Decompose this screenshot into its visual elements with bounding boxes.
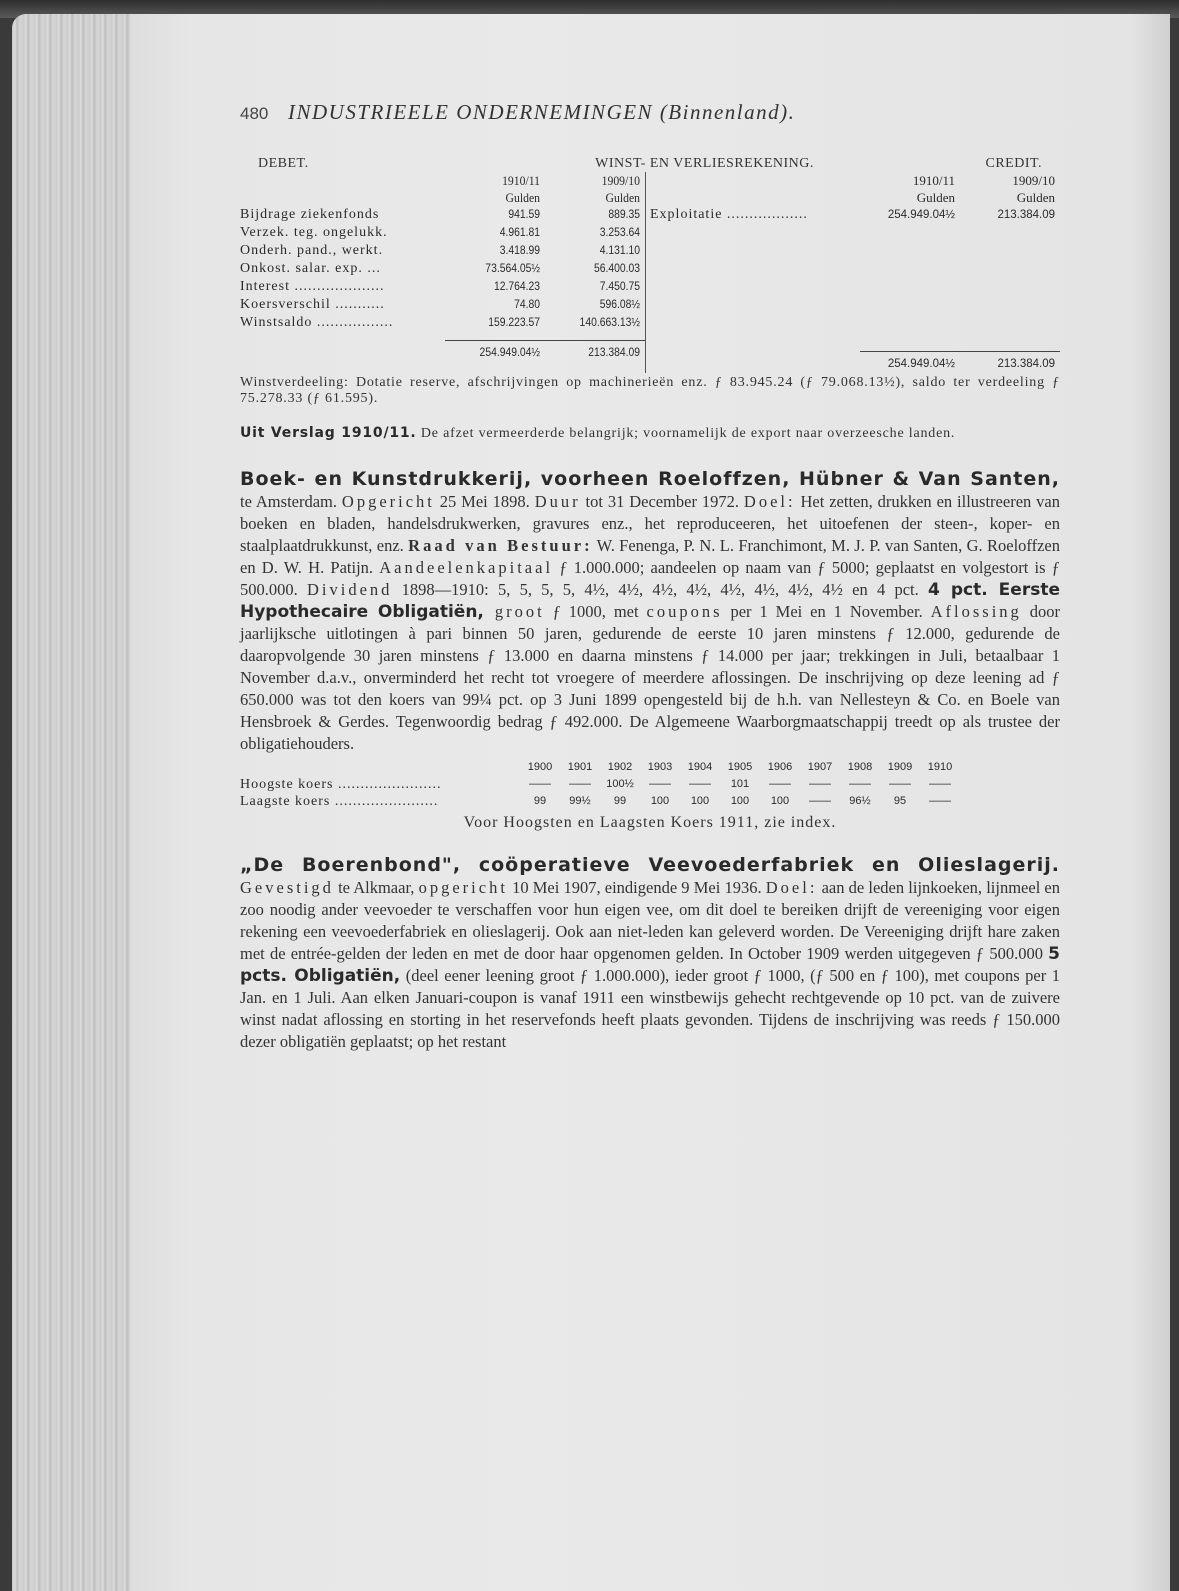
debit-label: DEBET. (258, 156, 309, 171)
page-content (240, 100, 1060, 1053)
koers-row-laagste: Laagste koers ....................... 99 99½ 99 100 100 100 100 —— 96½ 95 —— (240, 794, 951, 809)
credit-column-years: 1910/11 1909/10 (912, 173, 1055, 188)
debit-row: Onkost. salar. exp. ... 73.564.05½ 56.400.03 (240, 261, 640, 276)
debit-row: Onderh. pand., werkt. 3.418.99 4.131.10 (240, 243, 640, 258)
book-page-edges (12, 14, 137, 1591)
koers-table (240, 759, 1060, 810)
profit-loss-account (240, 172, 1060, 373)
credit-side (646, 172, 1060, 373)
koers-years-row: 1900 1901 1902 1903 1904 1905 1906 1907 1908 1909 1910 (527, 761, 953, 773)
debit-row: Interest .................... 12.764.23 7.450.75 (240, 279, 640, 294)
debit-row: Koersverschil ........... 74.80 596.08½ (240, 297, 640, 312)
running-title: INDUSTRIEELE ONDERNEMINGEN (Binnenland). (288, 100, 796, 124)
winstverdeeling: Winstverdeeling: Dotatie reserve, afschrijvingen op machinerieën enz. ƒ 83.945.24 (ƒ 79.068.13½), saldo ter verdeeling ƒ 75.278.33 (ƒ 61.595). (240, 375, 1060, 406)
debit-sum-rule (445, 340, 645, 341)
entry-title: Boek- en Kunstdrukkerij, voorheen Roeloffzen, Hübner & Van Santen, (240, 468, 1060, 490)
debit-side (240, 172, 646, 373)
account-header (240, 156, 1060, 172)
page-number: 480 (240, 104, 269, 123)
koers-note: Voor Hoogsten en Laagsten Koers 1911, zie index. (463, 814, 837, 831)
bond-title: 4 pct. Eerste Hypothecaire Obligatiën, (240, 580, 1060, 622)
entry-title: „De Boerenbond", coöperatieve Veevoederfabriek en Olieslagerij. (240, 854, 1060, 876)
running-head (240, 100, 1060, 136)
koers-row-hoogste: Hoogste koers ....................... —— —— 100½ —— —— 101 —— —— —— —— —— (240, 777, 951, 792)
debit-row: Winstsaldo ................. 159.223.57 140.663.13½ (240, 315, 640, 330)
credit-row: Exploitatie .................. 254.949.04½ 213.384.09 (650, 207, 1055, 222)
verslag-paragraph: Uit Verslag 1910/11. De afzet vermeerderde belangrijk; voornamelijk de export naar overzeesche landen. (240, 425, 956, 441)
credit-label: CREDIT. (985, 156, 1042, 171)
credit-total-row: 254.949.04½ 213.384.09 (887, 358, 1055, 370)
entry-boerenbond: „De Boerenbond", coöperatieve Veevoederfabriek en Olieslagerij. Gevestigd te Alkmaar, opgericht 10 Mei 1907, eindigende 9 Mei 1936. Doel: aan de leden lijnkoeken, lijnmeel en zoo noodig ander veevoeder te verschaffen voor hun eigen vee, om dit doel te bereiken drijft de vereeniging voor eigen rekening een veevoederfabriek en olieslagerij. Ook aan niet-leden kan geleverd worden. De Vereeniging drijft hare zaken met de entrée-gelden der leden en met de door haar opgenomen gelden. In October 1909 werden uitgegeven ƒ 500.000 5 pcts. Obligatiën, (deel eener leening groot ƒ 1.000.000), ieder groot ƒ 1000, (ƒ 500 en ƒ 100), met coupons per 1 Jan. en 1 Juli. Aan elken Januari-coupon is vanaf 1911 een winstbewijs gehecht rechtgevende op 10 pct. van de zuivere winst nadat aflossing en storting in het reservefonds heeft plaats gevonden. Tijdens de inschrijving was reeds ƒ 150.000 dezer obligatiën geplaatst; op het restant (240, 854, 1061, 1051)
account-title: WINST- EN VERLIESREKENING. (595, 156, 814, 171)
debit-total-row: 254.949.04½ 213.384.09 (479, 347, 640, 359)
entry-boek-en-kunstdrukkerij: Boek- en Kunstdrukkerij, voorheen Roeloffzen, Hübner & Van Santen, te Amsterdam. Opgericht 25 Mei 1898. Duur tot 31 December 1972. Doel: Het zetten, drukken en illustreeren van boeken en bladen, handelsdrukwerken, gravures enz., het reproduceeren, het uitoefenen der steen-, koper- en staalplaatdrukkunst, enz. Raad van Bestuur: W. Fenenga, P. N. L. Franchimont, M. J. P. van Santen, G. Roeloffzen en D. W. H. Patijn. Aandeelenkapitaal ƒ 1.000.000; aandeelen op naam van ƒ 5000; geplaatst en volgestort is ƒ 500.000. Dividend 1898—1910: 5, 5, 5, 5, 4½, 4½, 4½, 4½, 4½, 4½, 4½, 4½ en 4 pct. 4 pct. Eerste Hypothecaire Obligatiën, groot ƒ 1000, met coupons per 1 Mei en 1 November. Aflossing door jaarlijksche uitlotingen à pari binnen 50 jaren, gedurende de eerste 10 jaren minstens ƒ 12.000, gedurende de daaropvolgende 30 jaren minstens ƒ 13.000 en daarna minstens ƒ 14.000 per jaar; trekkingen in Juli, betaalbaar 1 November d.a.v., onverminderd het recht tot vroegere of meerdere aflossingen. De inschrijving op deze leening ad ƒ 650.000 was tot den koers van 99¼ pct. op 3 Juni 1899 opengesteld bij de h.h. van Nellesteyn & Co. en Boele van Hensbroek & Gerdes. Tegenwoordig bedrag ƒ 492.000. De Algemeene Waarborgmaatschappij treedt op als trustee der obligatiehouders. (240, 468, 1061, 753)
debit-column-units: Gulden Gulden (505, 190, 640, 205)
bond-title: 5 pcts. Obligatiën, (240, 944, 1060, 986)
debit-column-years: 1910/11 1909/10 (502, 173, 640, 188)
debit-row: Bijdrage ziekenfonds 941.59 889.35 (240, 207, 640, 222)
debit-row: Verzek. teg. ongelukk. 4.961.81 3.253.64 (240, 225, 640, 240)
verslag-label: Uit Verslag 1910/11. (240, 425, 417, 441)
credit-sum-rule (860, 351, 1060, 352)
credit-column-units: Gulden Gulden (916, 190, 1055, 205)
